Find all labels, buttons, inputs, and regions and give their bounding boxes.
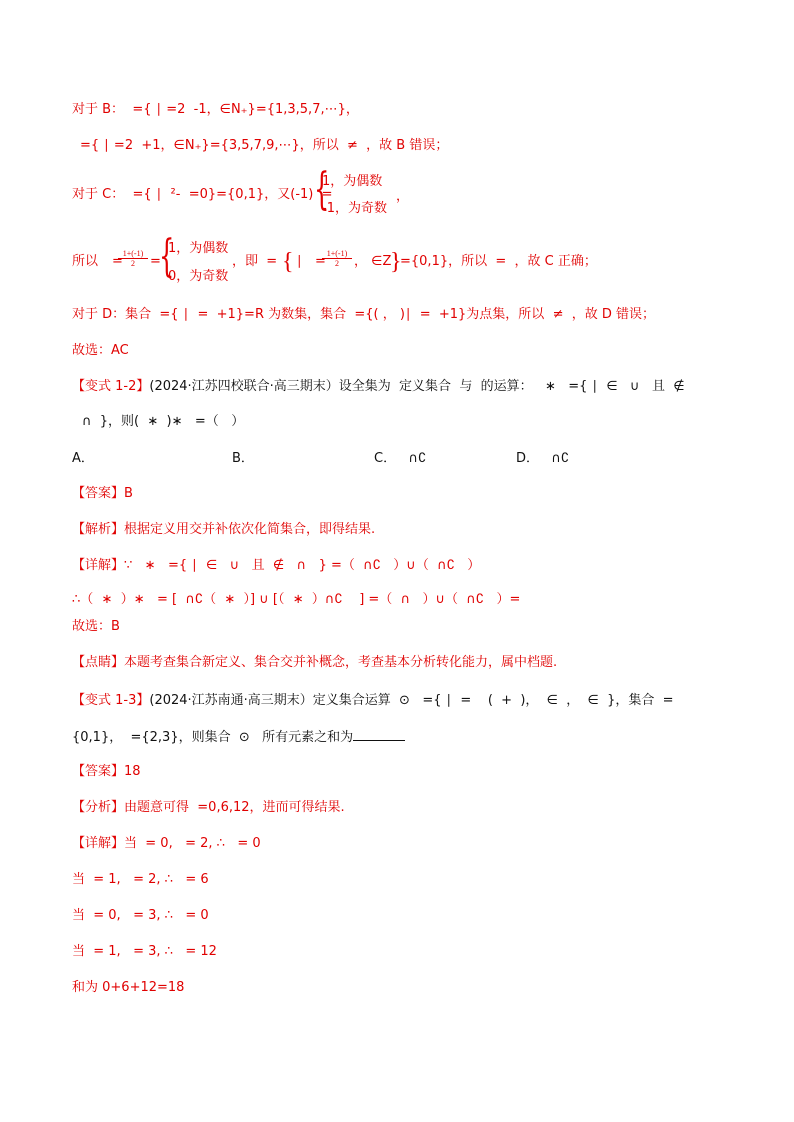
variant-source-2: (2024·江苏南通·高三期末） bbox=[149, 693, 313, 708]
variant-1-2-line2: ∩ }，则( ∗ )∗ =（ ） bbox=[82, 414, 245, 429]
variant-source: (2024·江苏四校联合·高三期末） bbox=[149, 379, 339, 394]
variant-tag: 【变式 1-2】 bbox=[72, 379, 150, 394]
choice-line-2: 故选：B bbox=[72, 619, 120, 634]
detail-1-line2: ∴（ ∗ ）∗ = [ ∩∁（ ∗ ）] ∪ [（ ∗ ）∩∁ ] =（ ∩ ）∪（ ∩∁ ）= bbox=[72, 592, 521, 607]
answer-blank bbox=[353, 728, 405, 741]
answer-value-2: 18 bbox=[124, 764, 141, 779]
set-mid: ∣ = bbox=[292, 254, 326, 269]
case-even: 1，为偶数 bbox=[322, 174, 383, 189]
detail-tag: 【详解】 bbox=[72, 558, 125, 573]
fraction-1-numerator: 1+(-1) bbox=[118, 249, 148, 259]
fraction-2-denominator: 2 bbox=[335, 259, 339, 268]
detail-2 bbox=[72, 835, 261, 853]
variant-1-3-line2-text: {0,1}， ={2,3}，则集合 ⊙ 所有元素之和为 bbox=[72, 730, 354, 745]
analysis-tag-2: 【分析】 bbox=[72, 800, 125, 815]
answer-1 bbox=[72, 485, 133, 503]
eq-sign-2: = bbox=[150, 254, 161, 269]
option-b: B． bbox=[232, 451, 254, 466]
answer-value: B bbox=[124, 486, 133, 501]
set-open-brace: { bbox=[282, 249, 294, 275]
choice-line-1: 故选：AC bbox=[72, 343, 129, 358]
solution-c-line2-end: ={0,1}，所以 = ，故 C 正确； bbox=[400, 254, 597, 269]
solution-b-line2: ={ ∣ =2 +1，∈N₊}={3,5,7,9,⋯}，所以 ≠ ，故 B 错误； bbox=[80, 138, 449, 153]
analysis-tag: 【解析】 bbox=[72, 522, 125, 537]
analysis-text-2: 由题意可得 =0,6,12，进而可得结果. bbox=[124, 800, 345, 815]
case-odd-2: 0，为奇数 bbox=[168, 269, 229, 284]
option-c: C． ∩∁ bbox=[374, 451, 427, 466]
option-a: A． bbox=[72, 451, 94, 466]
case-even-2: 1，为偶数 bbox=[168, 241, 229, 256]
piecewise-brace-2: { bbox=[159, 231, 175, 282]
case-tail: ， bbox=[396, 189, 410, 204]
comment-1 bbox=[72, 654, 557, 672]
answer-tag-2: 【答案】 bbox=[72, 764, 125, 779]
variant-text: 设全集为 定义集合 与 的运算： ∗ ={ ∣ ∈ ∪ 且 ∉ bbox=[338, 379, 685, 394]
fraction-2-numerator: 1+(-1) bbox=[322, 249, 352, 259]
variant-text-2: 定义集合运算 ⊙ ={ ∣ = ( + )， ∈ ， ∈ }，集合 = bbox=[312, 693, 674, 708]
comment-text: 本题考查集合新定义、集合交并补概念，考查基本分析转化能力，属中档题. bbox=[124, 655, 558, 670]
case-odd: -1，为奇数 bbox=[322, 201, 387, 216]
answer-tag: 【答案】 bbox=[72, 486, 125, 501]
eq-sign: = bbox=[112, 254, 123, 269]
option-d: D． ∩∁ bbox=[516, 451, 570, 466]
fraction-2 bbox=[322, 249, 352, 268]
analysis-2 bbox=[72, 799, 345, 817]
fraction-1-denominator: 2 bbox=[131, 259, 135, 268]
detail-2-line3: 当 = 0, = 3, ∴ = 0 bbox=[72, 908, 209, 923]
set-close-brace: } bbox=[390, 249, 402, 275]
fraction-1 bbox=[118, 249, 148, 268]
variant-tag-2: 【变式 1-3】 bbox=[72, 693, 150, 708]
detail-2-line2: 当 = 1, = 2, ∴ = 6 bbox=[72, 872, 209, 887]
variant-1-2-heading bbox=[72, 378, 685, 396]
solution-c-line1: 对于 C： ={ ∣ ²- =0}={0,1}，又(-1) = bbox=[72, 187, 333, 202]
solution-c-line2-start: 所以 bbox=[72, 254, 99, 269]
detail-text: ∵ ∗ ={ ∣ ∈ ∪ 且 ∉ ∩ } =（ ∩∁ ）∪（ ∩∁ ） bbox=[124, 558, 481, 573]
detail-2-line4: 当 = 1, = 3, ∴ = 12 bbox=[72, 944, 217, 959]
detail-tag-2: 【详解】 bbox=[72, 836, 125, 851]
solution-d-line: 对于 D：集合 ={ ∣ = +1}=R 为数集，集合 ={( ， )∣ = +1}为点集，所以 ≠ ，故 D 错误； bbox=[72, 307, 656, 322]
piecewise-brace: { bbox=[314, 164, 330, 215]
detail-2-sum: 和为 0+6+12=18 bbox=[72, 980, 185, 995]
analysis-text: 根据定义用交并补依次化简集合，即得结果. bbox=[124, 522, 376, 537]
variant-1-3-line2 bbox=[72, 728, 405, 747]
detail-1 bbox=[72, 557, 480, 575]
comment-tag: 【点睛】 bbox=[72, 655, 125, 670]
set-tail: ， ∈Z bbox=[354, 254, 392, 269]
variant-1-3-heading bbox=[72, 692, 674, 710]
analysis-1 bbox=[72, 521, 375, 539]
detail-text-2: 当 = 0, = 2, ∴ = 0 bbox=[124, 836, 261, 851]
solution-c-line2-mid: ，即 = bbox=[232, 254, 278, 269]
solution-b-line1: 对于 B： ={ ∣ =2 -1，∈N₊}={1,3,5,7,⋯}， bbox=[72, 102, 359, 117]
answer-2 bbox=[72, 763, 141, 781]
